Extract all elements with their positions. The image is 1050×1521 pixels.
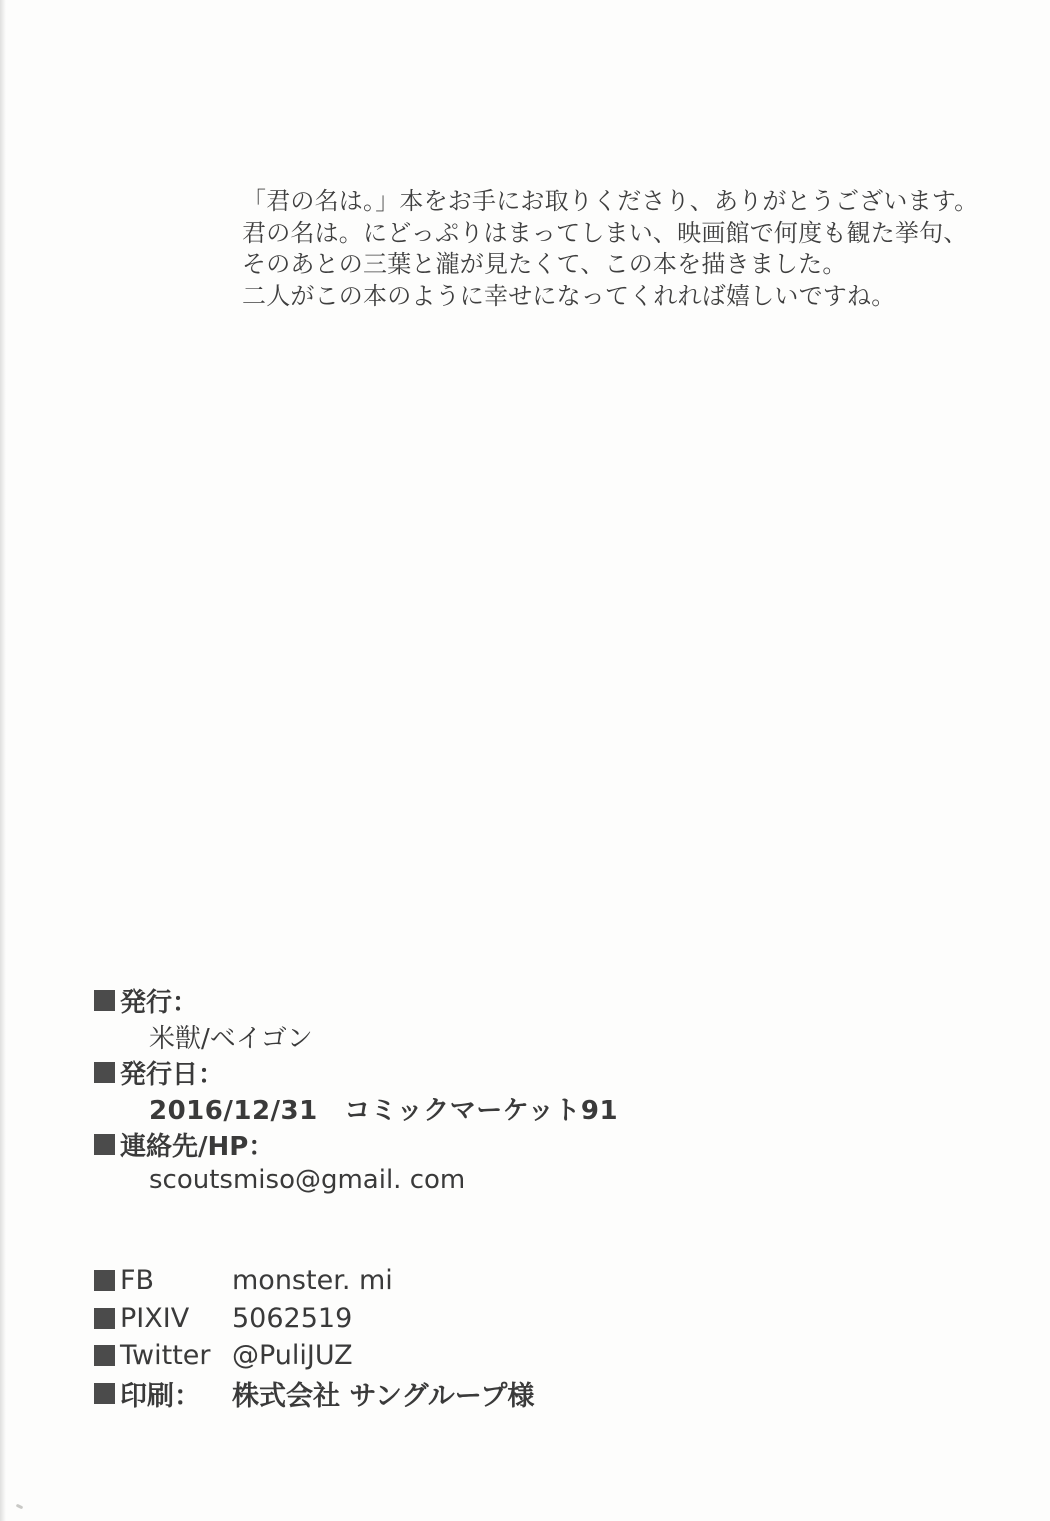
colophon-entry-date-label <box>94 1054 618 1090</box>
afterword-paragraph <box>242 186 978 312</box>
scan-speckle-artifact <box>16 1504 24 1510</box>
credit-label <box>94 1374 232 1413</box>
colophon-entry-publisher-label <box>94 982 618 1018</box>
colophon-value: 米獣/ベイゴン <box>149 1023 313 1054</box>
afterword-line: そのあとの三葉と瀧が見たくて、この本を描きました。 <box>242 250 847 278</box>
credit-label <box>94 1303 232 1334</box>
colophon-block <box>94 982 618 1198</box>
colophon-entry-date-value <box>94 1090 618 1126</box>
colophon-label: 連絡先/HP： <box>120 1131 275 1162</box>
credit-row-printer <box>94 1375 534 1413</box>
email-address: scoutsmiso@gmail. com <box>149 1165 466 1195</box>
colophon-label: 発行日： <box>120 1059 225 1090</box>
credit-label-text: Twitter <box>120 1340 211 1372</box>
credit-value: 5062519 <box>232 1302 353 1334</box>
bullet-square-icon <box>94 1062 115 1083</box>
credit-row-fb <box>94 1262 534 1300</box>
credit-label-text: PIXIV <box>120 1302 190 1334</box>
colophon-label: 発行： <box>120 987 199 1018</box>
bullet-square-icon <box>94 1270 115 1291</box>
scan-edge-artifact <box>0 0 6 1521</box>
afterword-line: 君の名は。にどっぷりはまってしまい、映画館で何度も観た挙句、 <box>242 218 968 247</box>
colophon-value: 2016/12/31 コミックマーケット91 <box>149 1095 619 1126</box>
afterword-line: 二人がこの本のように幸せになってくれれば嬉しいですね。 <box>242 281 896 310</box>
credit-value: monster. mi <box>232 1265 393 1297</box>
credit-value: 株式会社 サングループ様 <box>232 1380 535 1412</box>
credit-row-twitter <box>94 1337 534 1375</box>
colophon-entry-contact-label <box>94 1126 618 1162</box>
bullet-square-icon <box>94 990 115 1011</box>
credit-value: @PuliJUZ <box>232 1340 353 1372</box>
credit-row-pixiv <box>94 1300 534 1338</box>
credit-label-text: 印刷： <box>120 1380 201 1412</box>
bullet-square-icon <box>94 1134 115 1155</box>
credits-block <box>94 1262 534 1412</box>
colophon-entry-publisher-value <box>94 1018 618 1054</box>
credit-label <box>94 1340 232 1371</box>
credit-label <box>94 1265 232 1296</box>
bullet-square-icon <box>94 1345 115 1366</box>
afterword-line: 「君の名は。」本をお手にお取りくださり、ありがとうございます。 <box>242 187 979 215</box>
colophon-entry-contact-value <box>94 1162 618 1198</box>
bullet-square-icon <box>94 1383 115 1404</box>
credit-label-text: FB <box>120 1265 155 1297</box>
bullet-square-icon <box>94 1308 115 1329</box>
